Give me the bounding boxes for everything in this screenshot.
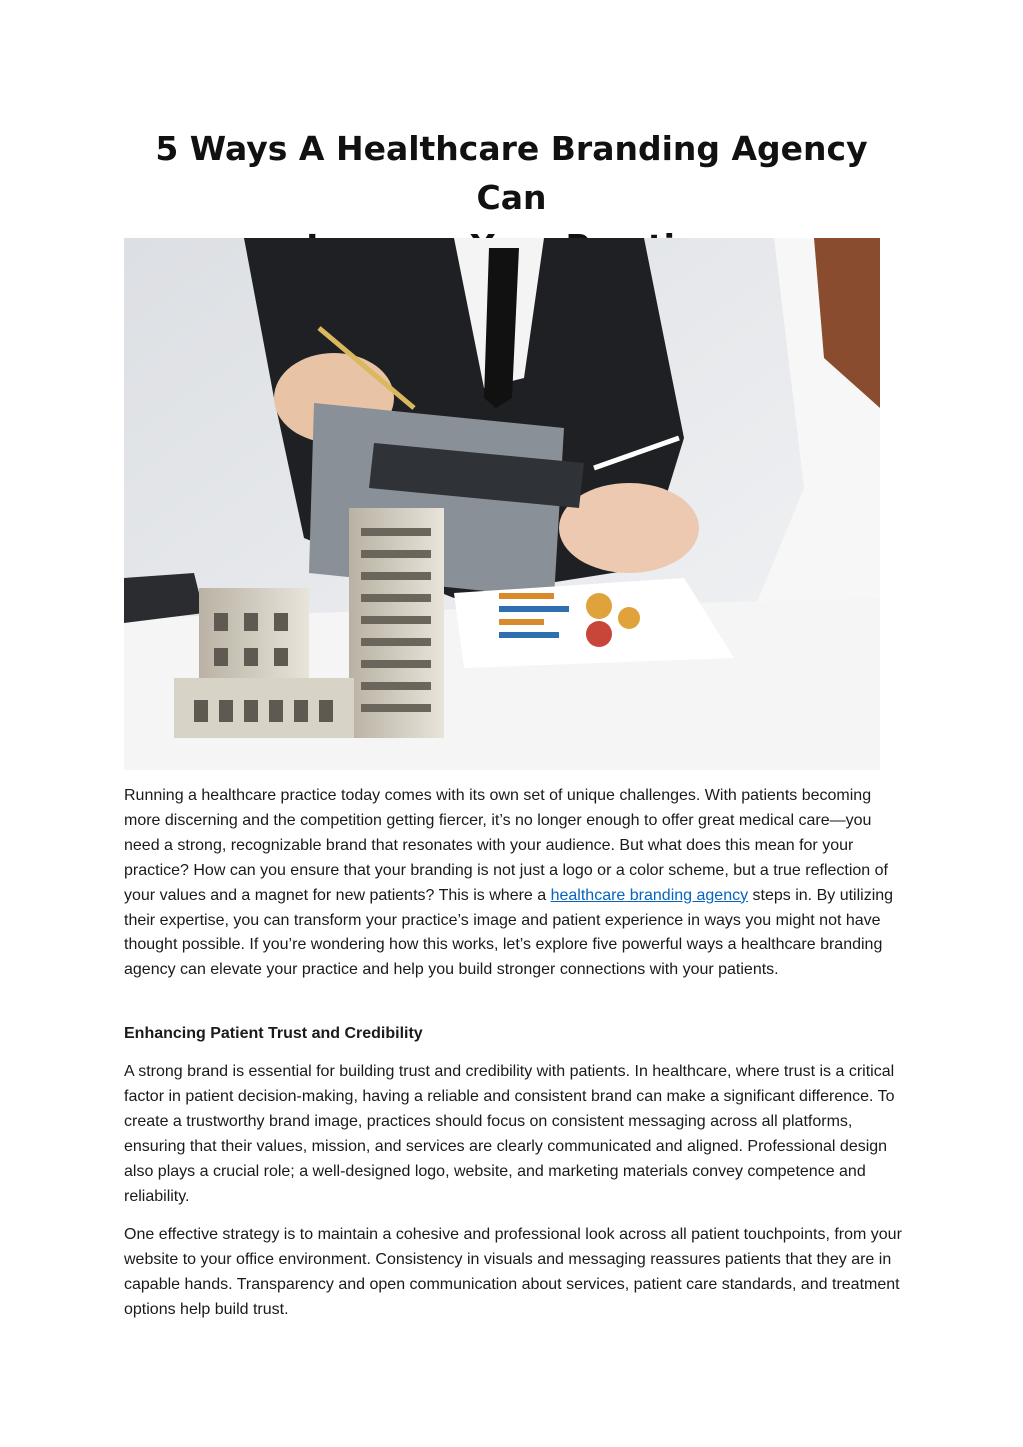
hero-image	[124, 238, 880, 770]
intro-text-after-link: steps in. By utilizing their expertise, you can transform your practice’s image and patient experience in ways you might not have thought possible. If you’re wondering how this works, let’s explore five powerful ways a healthcare branding agency can elevate your practice and help you build stronger connections with your patients.	[124, 886, 894, 979]
intro-text-before-link: Running a healthcare practice today comes with its own set of unique challenges. With patients becoming more discerning and the competition getting fiercer, it’s no longer enough to offer great medical care—you need a strong, recognizable brand that resonates with your audience. But what does this mean for your practice? How can you ensure that your branding is not just a logo or a color scheme, but a true reflection of your values and a magnet for new patients? This is where a	[124, 787, 888, 904]
healthcare-branding-agency-link[interactable]: healthcare branding agency	[550, 886, 749, 904]
section-heading: Enhancing Patient Trust and Credibility	[124, 1025, 423, 1042]
section-paragraph-2: One effective strategy is to maintain a cohesive and professional look across all patient touchpoints, from your website to your office environment. Consistency in visuals and messaging reassures patients that they are in capable hands. Transparency and open communication about services, patient care standards, and treatment options help build trust.	[124, 1226, 902, 1318]
business-meeting-photo-icon	[124, 238, 880, 770]
article-title-line-1: 5 Ways A Healthcare Branding Agency Can	[155, 129, 868, 217]
intro-paragraph	[124, 784, 904, 983]
section-paragraph-1: A strong brand is essential for building trust and credibility with patients. In healthcare, where trust is a critical factor in patient decision-making, having a reliable and consistent brand can make a significant difference. To create a trustworthy brand image, practices should focus on consistent messaging across all platforms, ensuring that their values, mission, and services are clearly communicated and aligned. Professional design also plays a crucial role; a well-designed logo, website, and marketing materials convey competence and reliability.	[124, 1063, 895, 1205]
